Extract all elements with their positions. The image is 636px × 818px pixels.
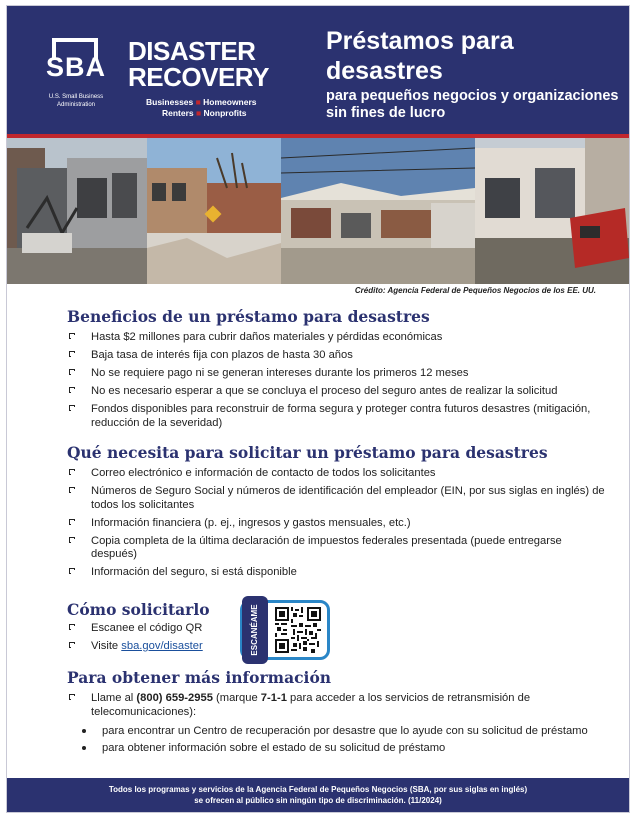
photo-damaged-strip-mall (281, 138, 475, 284)
call-prefix: Llame al (91, 692, 137, 704)
relay-number: 7-1-1 (260, 692, 287, 704)
sba-logo-subtitle: U.S. Small Business Administration (48, 94, 104, 108)
benefit-text: Hasta $2 millones para cubrir daños materiales y pérdidas económicas (91, 331, 443, 343)
checkbox-bullet-icon (69, 642, 75, 648)
audience-tags-row1 (146, 97, 276, 108)
sba-logo-text: SBA (45, 52, 106, 82)
benefit-text: Fondos disponibles para reconstruir de forma segura y proteger contra futuros desastres (mitigación, reducción de la severidad) (91, 403, 591, 429)
list-item (67, 385, 607, 399)
requirements-list (67, 467, 607, 584)
list-item (67, 535, 607, 562)
sba-disaster-link[interactable]: sba.gov/disaster (121, 640, 203, 652)
checkbox-bullet-icon (69, 333, 75, 339)
photo-credit: Crédito: Agencia Federal de Pequeños Negocios de los EE. UU. (354, 286, 596, 295)
footer-banner (7, 778, 629, 812)
checkbox-bullet-icon (69, 519, 75, 525)
photo-overturned-car (475, 138, 629, 284)
qr-code-icon[interactable] (275, 607, 321, 653)
footer-line1: Todos los programas y servicios de la Agencia Federal de Pequeños Negocios (SBA, por sus siglas en inglés) (108, 785, 528, 794)
benefit-text: No se requiere pago ni se generan intereses durante los primeros 12 meses (91, 367, 469, 379)
more-info-heading: Para obtener más información (67, 668, 332, 687)
tag-renters: Renters (162, 108, 194, 118)
requirements-heading: Qué necesita para solicitar un préstamo para desastres (67, 443, 548, 462)
call-mid: (marque (212, 692, 261, 704)
call-suffix: para acceder a los servicios de retransmisión de telecomunicaciones): (91, 692, 531, 718)
more-info-sub-list (80, 725, 600, 758)
tag-nonprofits: Nonprofits (203, 108, 247, 118)
checkbox-bullet-icon (69, 568, 75, 574)
requirement-text: Copia completa de la última declaración de impuestos federales presentada (puede entregarse después) (91, 534, 562, 560)
checkbox-bullet-icon (69, 369, 75, 375)
list-item (80, 742, 600, 756)
disaster-recovery-line2: RECOVERY (128, 62, 269, 92)
more-info-list (67, 692, 607, 724)
checkbox-bullet-icon (69, 624, 75, 630)
page-title: Préstamos para desastres (326, 27, 514, 85)
tag-separator-icon: ■ (196, 108, 202, 118)
list-item (67, 640, 237, 654)
benefit-text: Baja tasa de interés fija con plazos de hasta 30 años (91, 349, 353, 361)
sub-bullet-text: para obtener información sobre el estado de su solicitud de préstamo (102, 741, 446, 754)
tag-homeowners: Homeowners (203, 97, 257, 107)
list-item (67, 467, 607, 481)
list-item (67, 692, 607, 719)
list-item (80, 725, 600, 739)
visit-text: Visite (91, 640, 122, 652)
list-item (67, 331, 607, 345)
tag-businesses: Businesses (146, 97, 194, 107)
disaster-photo-strip (7, 138, 629, 284)
footer-line2: se ofrecen al público sin ningún tipo de discriminación. (11/2024) (194, 795, 442, 805)
benefits-list (67, 331, 607, 435)
requirement-text: Información financiera (p. ej., ingresos y gastos mensuales, etc.) (91, 516, 411, 529)
footer-text (37, 785, 599, 806)
checkbox-bullet-icon (69, 487, 75, 493)
checkbox-bullet-icon (69, 351, 75, 357)
scan-qr-text: Escanee el código QR (91, 622, 203, 634)
list-item (67, 566, 607, 580)
audience-tags-row2 (146, 108, 276, 119)
list-item (67, 367, 607, 381)
bullet-dot-icon (82, 729, 86, 733)
scan-me-label: ESCANÉAME (250, 604, 259, 656)
checkbox-bullet-icon (69, 537, 75, 543)
checkbox-bullet-icon (69, 405, 75, 411)
requirement-text: Correo electrónico e información de contacto de todos los solicitantes (91, 467, 436, 479)
list-item (67, 517, 607, 531)
requirement-text: Números de Seguro Social y números de identificación del empleador (EIN, por sus siglas en inglés) de todos los solicitantes (91, 485, 605, 511)
checkbox-bullet-icon (69, 469, 75, 475)
photo-collapsed-storefront (147, 138, 281, 284)
sub-bullet-text: para encontrar un Centro de recuperación por desastre que lo ayude con su solicitud de préstamo (102, 725, 588, 737)
benefits-heading: Beneficios de un préstamo para desastres (67, 307, 430, 326)
checkbox-bullet-icon (69, 694, 75, 700)
scan-me-tab (242, 596, 268, 664)
tag-separator-icon: ■ (195, 97, 201, 107)
apply-heading: Cómo solicitarlo (67, 600, 210, 619)
photo-burned-building (7, 138, 147, 284)
benefit-text: No es necesario esperar a que se concluya el proceso del seguro antes de realizar la solicitud (91, 385, 558, 397)
bullet-dot-icon (82, 746, 86, 750)
apply-list (67, 622, 237, 658)
requirement-text: Información del seguro, si está disponible (91, 566, 297, 578)
list-item (67, 403, 607, 430)
audience-tags (146, 97, 276, 119)
list-item (67, 349, 607, 363)
list-item (67, 622, 237, 636)
page-subtitle: para pequeños negocios y organizaciones sin fines de lucro (326, 88, 619, 121)
list-item (67, 485, 607, 512)
disaster-recovery-title (128, 38, 288, 90)
sba-logo (40, 38, 112, 118)
disaster-recovery-line1: DISASTER (128, 36, 256, 66)
phone-number[interactable]: (800) 659-2955 (136, 692, 213, 704)
checkbox-bullet-icon (69, 387, 75, 393)
